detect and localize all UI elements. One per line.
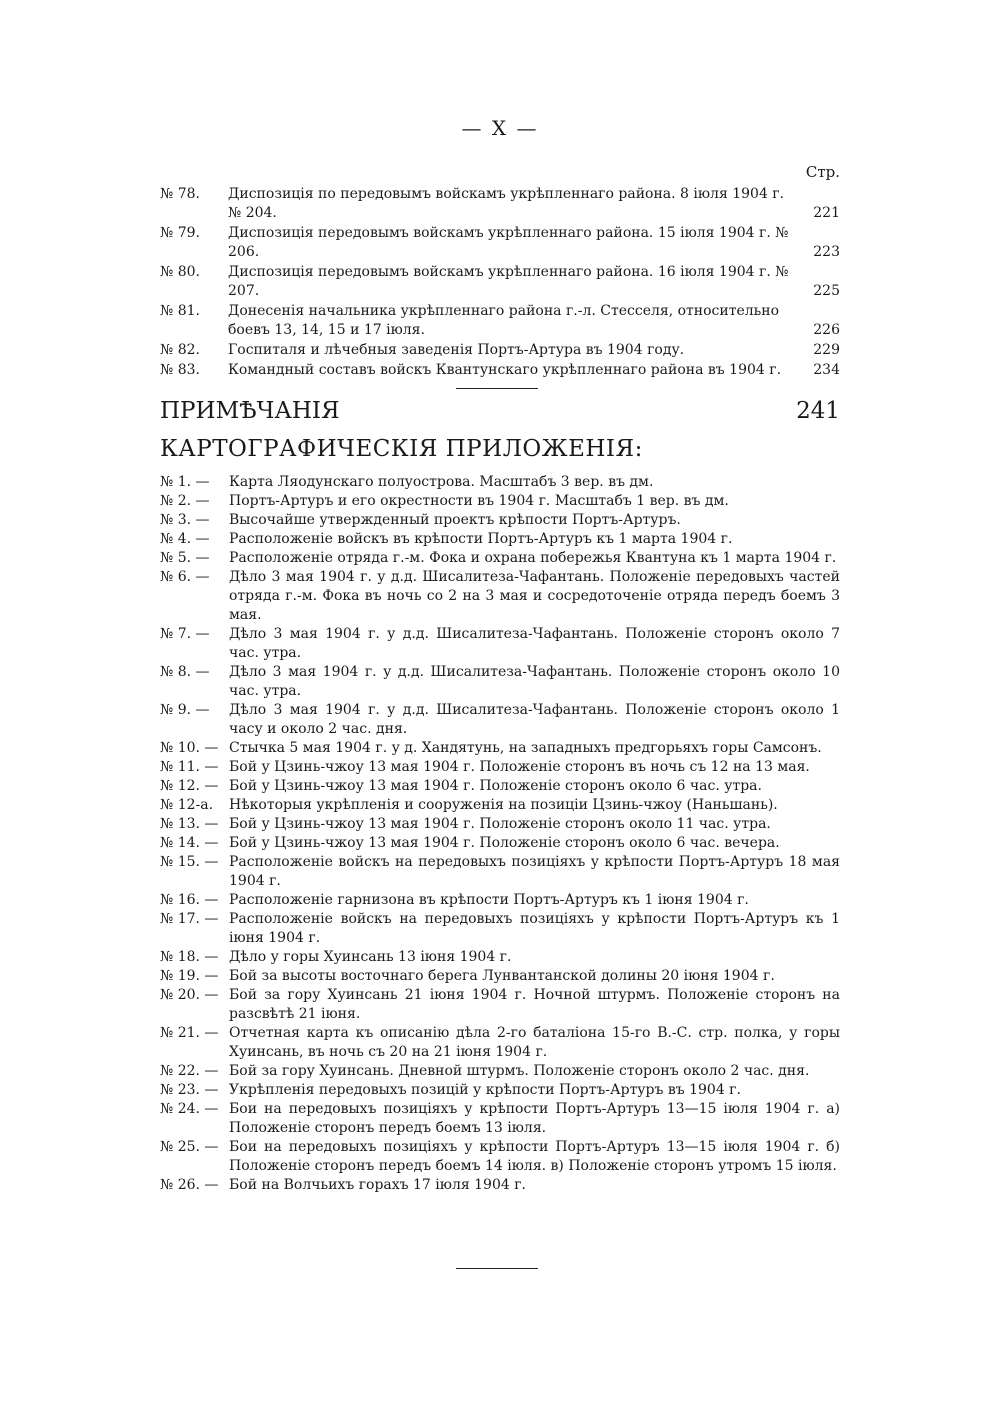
map-text: Дѣло 3 мая 1904 г. у д.д. Шисалитеза-Чафантань. Положеніе сторонъ около 7 час. утра.	[229, 626, 840, 661]
list-item	[160, 492, 840, 511]
map-number: № 26. —	[160, 1177, 219, 1193]
toc-page: 234	[813, 362, 840, 378]
divider-rule	[456, 388, 538, 389]
list-item	[160, 891, 840, 910]
toc-number: № 78.	[160, 186, 200, 202]
toc-text: Госпиталя и лѣчебныя заведенія Портъ-Артура въ 1904 году.	[228, 342, 685, 358]
map-number: № 2. —	[160, 493, 210, 509]
toc-page: 225	[813, 283, 840, 299]
list-item	[160, 1024, 840, 1062]
map-number: № 11. —	[160, 759, 219, 775]
notes-page: 241	[796, 398, 840, 424]
maps-title: КАРТОГРАФИЧЕСКІЯ ПРИЛОЖЕНІЯ:	[160, 436, 643, 462]
toc-row	[160, 224, 840, 262]
list-item	[160, 511, 840, 530]
map-number: № 12-а.	[160, 797, 214, 813]
toc-page: 223	[813, 244, 840, 260]
map-number: № 17. —	[160, 911, 219, 927]
map-number: № 18. —	[160, 949, 219, 965]
map-number: № 24. —	[160, 1101, 219, 1117]
list-item	[160, 1100, 840, 1138]
toc-row	[160, 185, 840, 223]
toc-text: Диспозиція передовымъ войскамъ укрѣпленнаго района. 16 іюля 1904 г. № 207.	[228, 264, 789, 299]
list-item	[160, 568, 840, 625]
map-number: № 19. —	[160, 968, 219, 984]
toc-row	[160, 361, 840, 380]
map-text: Укрѣпленія передовыхъ позицій у крѣпости Портъ-Артуръ въ 1904 г.	[229, 1082, 741, 1098]
maps-list	[160, 473, 840, 1195]
list-item	[160, 549, 840, 568]
list-item	[160, 625, 840, 663]
map-text: Расположеніе гарнизона въ крѣпости Портъ-Артуръ къ 1 іюня 1904 г.	[229, 892, 749, 908]
map-text: Бой у Цзинь-чжоу 13 мая 1904 г. Положеніе сторонъ въ ночь съ 12 на 13 мая.	[229, 759, 810, 775]
list-item	[160, 739, 840, 758]
list-item	[160, 1062, 840, 1081]
toc-text: Диспозиція по передовымъ войскамъ укрѣпленнаго района. 8 іюля 1904 г. № 204.	[228, 186, 785, 221]
list-item	[160, 473, 840, 492]
map-number: № 21. —	[160, 1025, 219, 1041]
list-item	[160, 663, 840, 701]
toc-number: № 80.	[160, 264, 200, 280]
map-text: Карта Ляодунскаго полуострова. Масштабъ 3 вер. въ дм.	[229, 474, 654, 490]
map-text: Высочайше утвержденный проектъ крѣпости Портъ-Артуръ.	[229, 512, 681, 528]
map-number: № 14. —	[160, 835, 219, 851]
map-text: Бой за гору Хуинсань 21 іюня 1904 г. Ночной штурмъ. Положеніе сторонъ на разсвѣтѣ 21 іюня.	[229, 987, 840, 1022]
map-text: Отчетная карта къ описанію дѣла 2-го баталіона 15-го В.-С. стр. полка, у горы Хуинсань, въ ночь съ 20 на 21 іюня 1904 г.	[229, 1025, 840, 1060]
map-number: № 1. —	[160, 474, 210, 490]
divider-rule	[456, 1268, 538, 1269]
map-text: Расположеніе войскъ на передовыхъ позиціяхъ у крѣпости Портъ-Артуръ 18 мая 1904 г.	[229, 854, 840, 889]
list-item	[160, 701, 840, 739]
toc-number: № 83.	[160, 362, 200, 378]
map-number: № 6. —	[160, 569, 210, 585]
notes-heading	[160, 398, 840, 424]
toc-text: Донесенія начальника укрѣпленнаго района г.-л. Стесселя, относительно боевъ 13, 14, 15 и 17 іюля.	[228, 303, 780, 338]
toc-row	[160, 263, 840, 301]
map-number: № 7. —	[160, 626, 210, 642]
list-item	[160, 967, 840, 986]
map-text: Портъ-Артуръ и его окрестности въ 1904 г. Масштабъ 1 вер. въ дм.	[229, 493, 729, 509]
list-item	[160, 777, 840, 796]
list-item	[160, 796, 840, 815]
map-text: Бой за высоты восточнаго берега Лунвантанской долины 20 іюня 1904 г.	[229, 968, 775, 984]
map-number: № 15. —	[160, 854, 219, 870]
map-number: № 12. —	[160, 778, 219, 794]
map-text: Расположеніе войскъ на передовыхъ позиціяхъ у крѣпости Портъ-Артуръ къ 1 іюня 1904 г.	[229, 911, 840, 946]
list-item	[160, 910, 840, 948]
list-item	[160, 1138, 840, 1176]
page-column-heading: Стр.	[805, 163, 840, 181]
list-item	[160, 834, 840, 853]
map-text: Бой за гору Хуинсань. Дневной штурмъ. Положеніе сторонъ около 2 час. дня.	[229, 1063, 810, 1079]
map-number: № 8. —	[160, 664, 210, 680]
map-number: № 4. —	[160, 531, 210, 547]
map-text: Нѣкоторыя укрѣпленія и сооруженія на позиціи Цзинь-чжоу (Наньшань).	[229, 797, 778, 813]
map-text: Дѣло 3 мая 1904 г. у д.д. Шисалитеза-Чафантань. Положеніе сторонъ около 1 часу и около 2 час. дня.	[229, 702, 840, 737]
toc-number: № 81.	[160, 303, 200, 319]
map-text: Бои на передовыхъ позиціяхъ у крѣпости Портъ-Артуръ 13—15 іюля 1904 г. а) Положеніе сторонъ передъ боемъ 13 іюля.	[229, 1101, 840, 1136]
toc-page: 229	[813, 342, 840, 358]
map-text: Бой у Цзинь-чжоу 13 мая 1904 г. Положеніе сторонъ около 6 час. утра.	[229, 778, 762, 794]
map-text: Дѣло 3 мая 1904 г. у д.д. Шисалитеза-Чафантань. Положеніе передовыхъ частей отряда г.-м. Фока въ ночь со 2 на 3 мая и сосредоточеніе отряда передъ боемъ 3 мая.	[229, 569, 840, 623]
notes-title: ПРИМѢЧАНІЯ	[160, 398, 340, 424]
page-header: — X —	[461, 116, 539, 140]
list-item	[160, 758, 840, 777]
map-text: Дѣло у горы Хуинсань 13 іюня 1904 г.	[229, 949, 512, 965]
map-text: Стычка 5 мая 1904 г. у д. Хандятунь, на западныхъ предгорьяхъ горы Самсонъ.	[229, 740, 822, 756]
map-text: Бой у Цзинь-чжоу 13 мая 1904 г. Положеніе сторонъ около 6 час. вечера.	[229, 835, 780, 851]
map-text: Расположеніе войскъ въ крѣпости Портъ-Артуръ къ 1 марта 1904 г.	[229, 531, 733, 547]
toc-page: 221	[813, 205, 840, 221]
toc-text: Командный составъ войскъ Квантунскаго укрѣпленнаго района въ 1904 г.	[228, 362, 782, 378]
toc-section	[160, 163, 840, 381]
map-number: № 16. —	[160, 892, 219, 908]
toc-text: Диспозиція передовымъ войскамъ укрѣпленнаго района. 15 іюля 1904 г. № 206.	[228, 225, 789, 260]
map-number: № 22. —	[160, 1063, 219, 1079]
map-text: Бой на Волчьихъ горахъ 17 іюля 1904 г.	[229, 1177, 526, 1193]
map-text: Расположеніе отряда г.-м. Фока и охрана побережья Квантуна къ 1 марта 1904 г.	[229, 550, 837, 566]
map-text: Бои на передовыхъ позиціяхъ у крѣпости Портъ-Артуръ 13—15 іюля 1904 г. б) Положеніе сторонъ передъ боемъ 14 іюля. в) Положеніе сторонъ утромъ 15 іюля.	[229, 1139, 840, 1174]
map-number: № 10. —	[160, 740, 219, 756]
map-number: № 23. —	[160, 1082, 219, 1098]
list-item	[160, 948, 840, 967]
toc-page: 226	[813, 322, 840, 338]
list-item	[160, 1081, 840, 1100]
list-item	[160, 986, 840, 1024]
toc-number: № 79.	[160, 225, 200, 241]
map-number: № 5. —	[160, 550, 210, 566]
map-number: № 20. —	[160, 987, 219, 1003]
map-number: № 9. —	[160, 702, 210, 718]
toc-row	[160, 341, 840, 360]
map-text: Дѣло 3 мая 1904 г. у д.д. Шисалитеза-Чафантань. Положеніе сторонъ около 10 час. утра.	[229, 664, 840, 699]
toc-row	[160, 302, 840, 340]
map-number: № 3. —	[160, 512, 210, 528]
list-item	[160, 815, 840, 834]
map-number: № 13. —	[160, 816, 219, 832]
list-item	[160, 853, 840, 891]
list-item	[160, 1176, 840, 1195]
toc-number: № 82.	[160, 342, 200, 358]
map-text: Бой у Цзинь-чжоу 13 мая 1904 г. Положеніе сторонъ около 11 час. утра.	[229, 816, 771, 832]
map-number: № 25. —	[160, 1139, 219, 1155]
list-item	[160, 530, 840, 549]
